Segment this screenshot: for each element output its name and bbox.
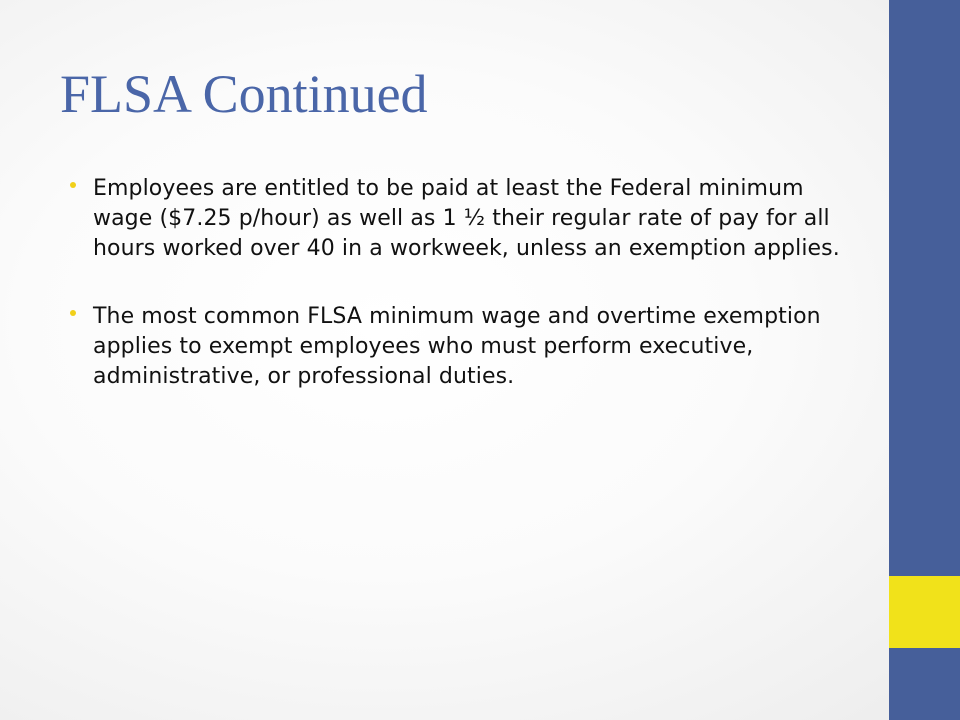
bullet-text: The most common FLSA minimum wage and overtime exemption applies to exempt employees who must perform executive, administrative, or professional duties. — [93, 304, 821, 389]
bullet-item — [70, 302, 860, 392]
bullet-list — [70, 174, 860, 430]
slide-title: FLSA Continued — [60, 64, 428, 124]
bullet-text: Employees are entitled to be paid at least the Federal minimum wage ($7.25 p/hour) as well as 1 ½ their regular rate of pay for all hours worked over 40 in a workweek, unless an exemption applies. — [93, 176, 840, 261]
sidebar-accent-yellow — [889, 576, 960, 648]
sidebar-accent-blue — [889, 0, 960, 576]
sidebar-accent-blue-bottom — [889, 648, 960, 720]
bullet-dot-icon — [70, 182, 76, 188]
bullet-dot-icon — [70, 310, 76, 316]
bullet-item — [70, 174, 860, 264]
